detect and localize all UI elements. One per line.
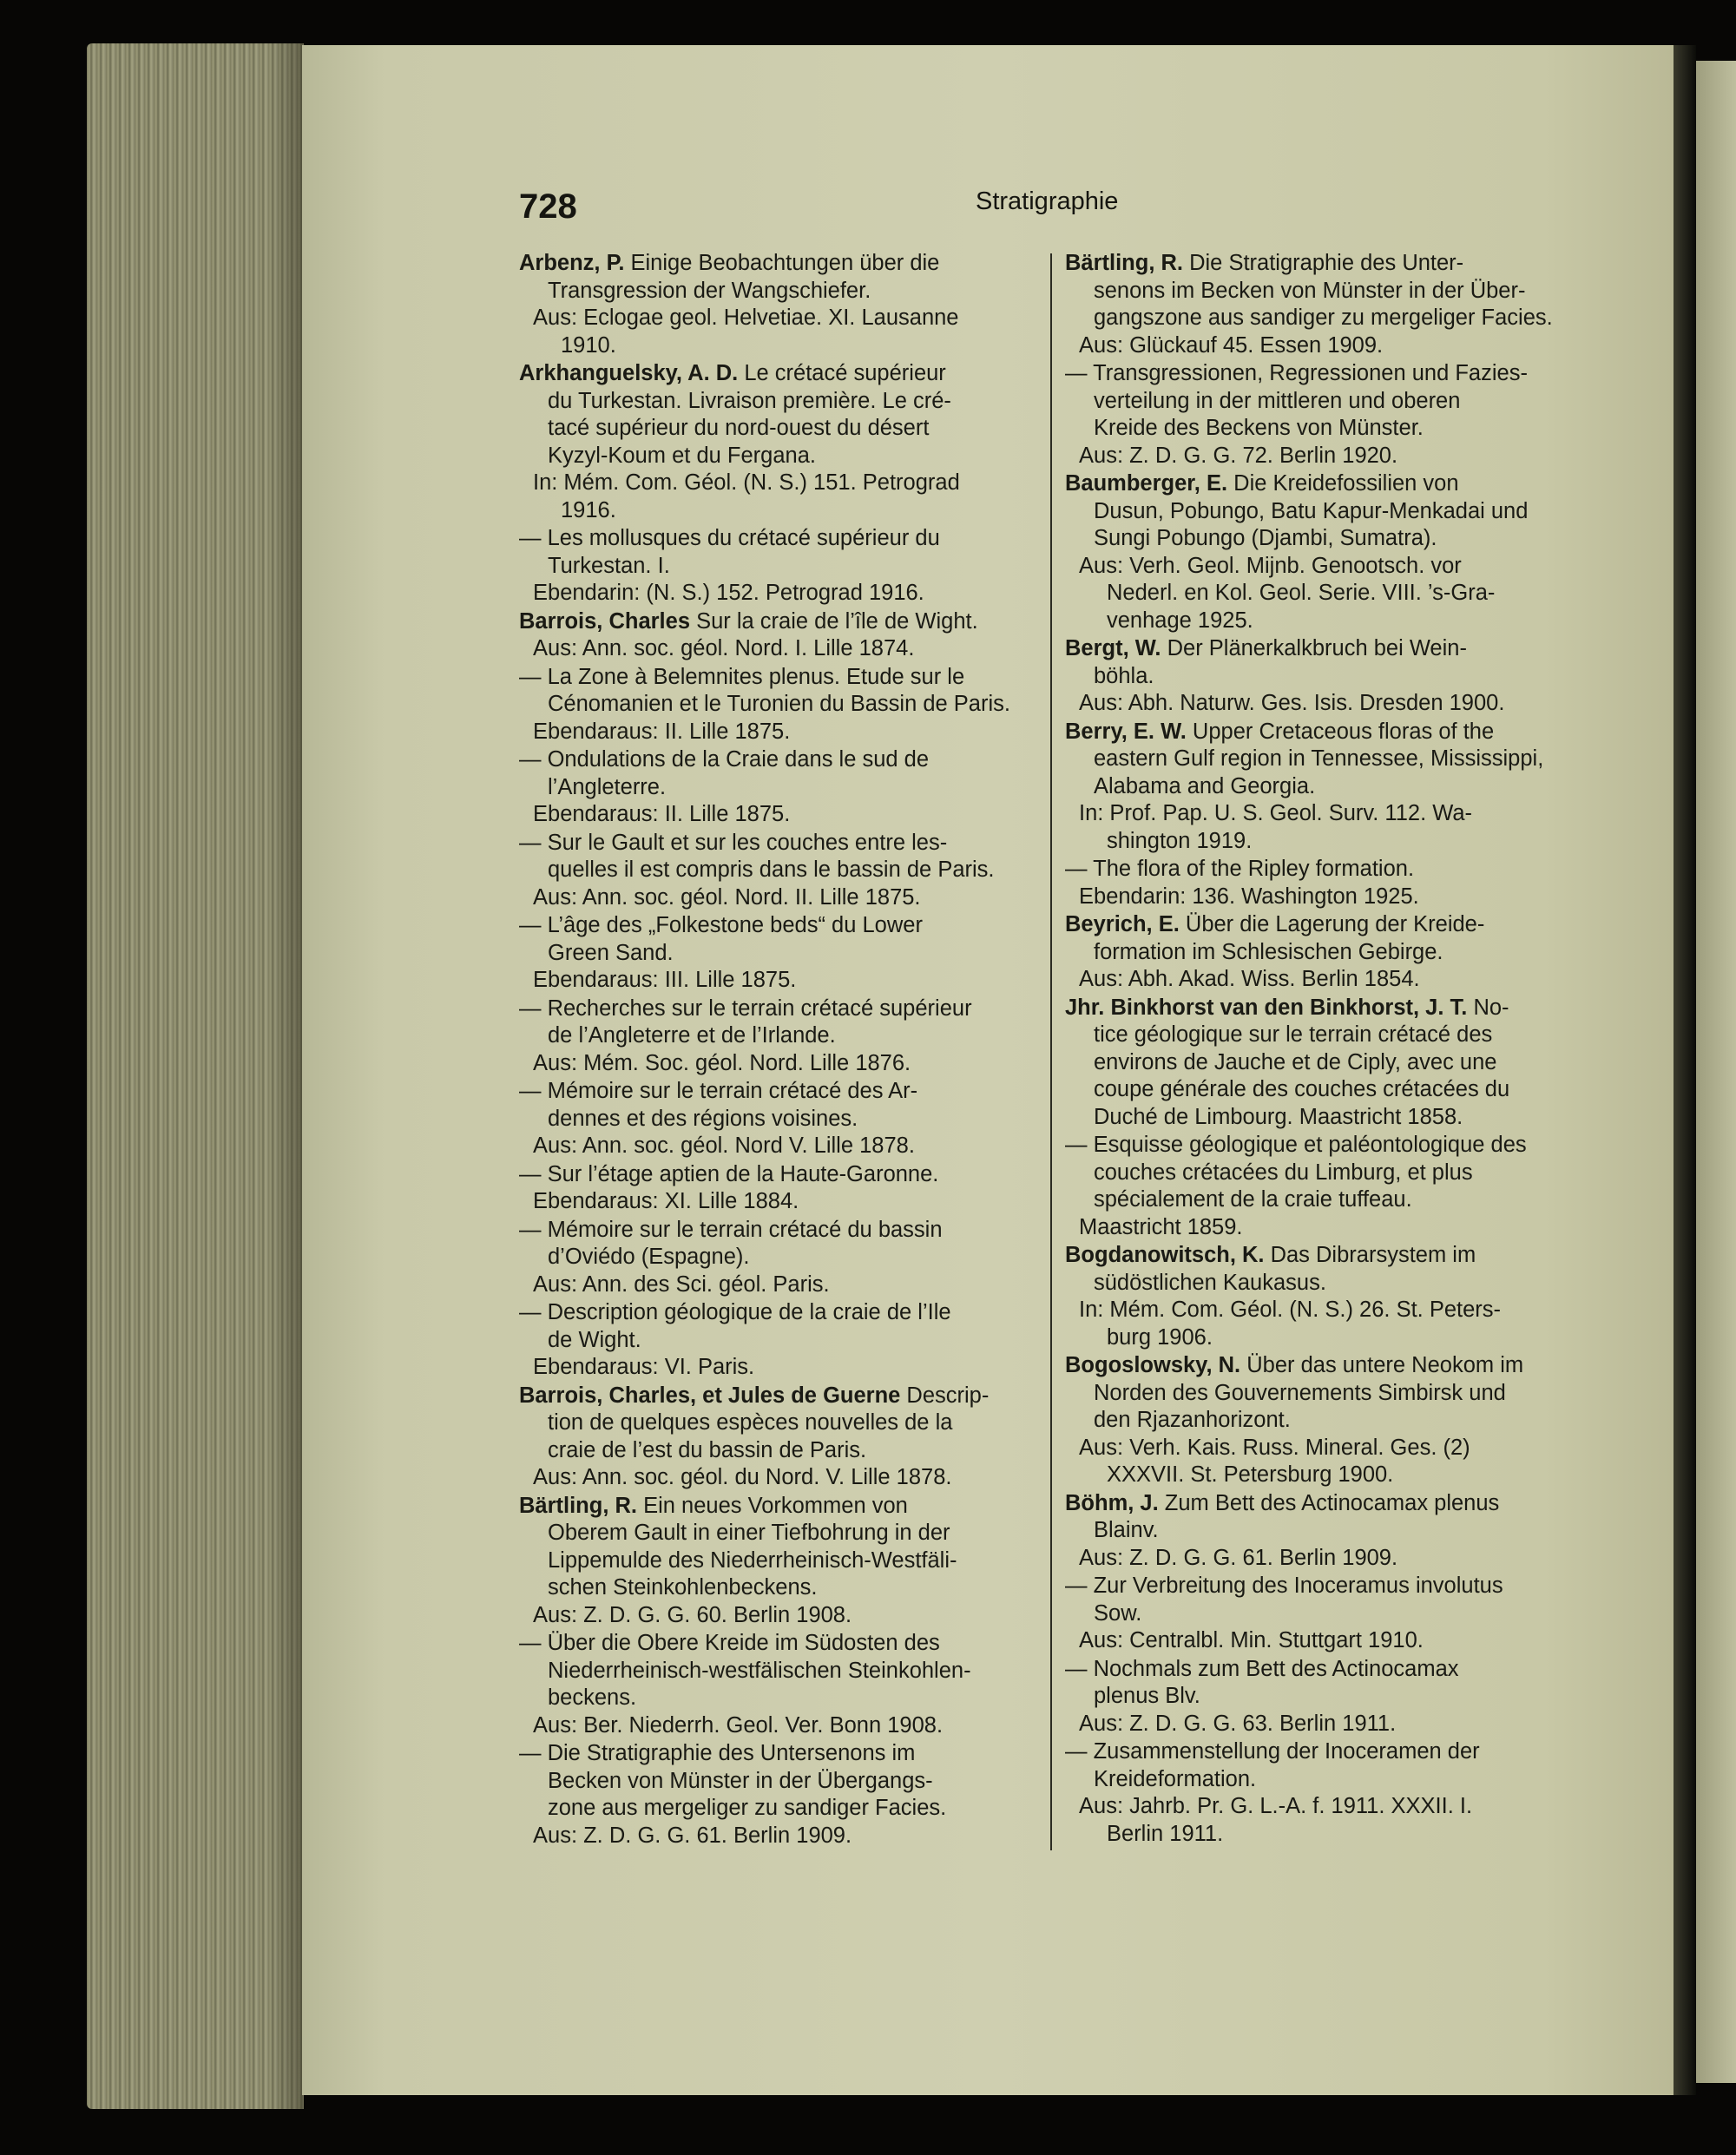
entry-source-line: Aus: Z. D. G. G. 72. Berlin 1920.: [1079, 443, 1398, 468]
entry-title-text: Zum Bett des Actinocamax plenus: [1158, 1490, 1500, 1515]
entry-title-line: beckens.: [548, 1685, 637, 1710]
entry-title-text: Die Stratigraphie des Untersenons im: [541, 1741, 916, 1765]
entry-title-text: Mémoire sur le terrain crétacé du bassin: [541, 1217, 943, 1242]
entry-source-line: Aus: Z. D. G. G. 61. Berlin 1909.: [533, 1823, 852, 1848]
bibliography-entry: [1065, 1352, 1577, 1489]
entry-author: Jhr. Binkhorst van den Binkhorst, J. T.: [1065, 995, 1468, 1020]
entry-source-line: Ebendarin: (N. S.) 152. Petrograd 1916.: [533, 581, 924, 605]
entry-source-line: Nederl. en Kol. Geol. Serie. VIII. ’s-Gra-: [1107, 581, 1496, 605]
entry-title-line: de Wight.: [548, 1327, 641, 1352]
entry-author: Berry, E. W.: [1065, 719, 1187, 744]
entry-first-line: [1065, 1656, 1577, 1684]
entry-title-line: quelles il est compris dans le bassin de Paris.: [548, 857, 995, 882]
entry-title-line: d’Oviédo (Espagne).: [548, 1245, 750, 1269]
entry-title-text: La Zone à Belemnites plenus. Etude sur le: [541, 664, 965, 689]
entry-first-line: [519, 608, 1035, 636]
entry-source-line: Aus: Eclogae geol. Helvetiae. XI. Lausanne: [533, 306, 959, 330]
entry-title-line: Cénomanien et le Turonien du Bassin de Paris.: [548, 692, 1010, 716]
bibliography-entry: [1065, 856, 1577, 910]
entry-title-line: Oberem Gault in einer Tiefbohrung in der: [548, 1521, 950, 1545]
repeat-dash: —: [519, 1161, 542, 1186]
entry-source-line: In: Mém. Com. Géol. (N. S.) 151. Petrograd: [533, 470, 960, 495]
entry-first-line: [519, 1217, 1035, 1245]
repeat-dash: —: [519, 1217, 542, 1242]
bibliography-entry: [519, 1217, 1035, 1299]
entry-title-text: No-: [1467, 995, 1509, 1020]
repeat-dash: —: [1065, 1656, 1088, 1681]
entry-source-line: Maastricht 1859.: [1079, 1214, 1243, 1239]
entry-title-text: L’âge des „Folkestone beds“ du Lower: [541, 913, 923, 937]
entry-title-text: Sur l’étage aptien de la Haute-Garonne.: [541, 1161, 939, 1186]
bibliography-entry: [1065, 995, 1577, 1132]
entry-title-line: böhla.: [1094, 663, 1154, 688]
bibliography-entry: [1065, 1132, 1577, 1241]
repeat-dash: —: [519, 1079, 542, 1103]
entry-author: Arbenz, P.: [519, 251, 625, 275]
entry-source-line: Ebendarin: 136. Washington 1925.: [1079, 884, 1419, 909]
entry-title-line: Niederrheinisch-westfälischen Steinkohlen-: [548, 1658, 971, 1683]
entry-title-text: Der Plänerkalkbruch bei Wein-: [1161, 636, 1467, 660]
entry-title-line: plenus Blv.: [1094, 1684, 1200, 1708]
bibliography-entry: [519, 912, 1035, 995]
entry-title-line: schen Steinkohlenbeckens.: [548, 1575, 818, 1600]
entry-source-line: Aus: Verh. Kais. Russ. Mineral. Ges. (2): [1079, 1435, 1470, 1460]
entry-title-line: tacé supérieur du nord-ouest du désert: [548, 416, 930, 440]
entry-first-line: [1065, 1573, 1577, 1600]
entry-first-line: [1065, 995, 1577, 1022]
column-divider: [1050, 253, 1052, 1850]
entry-source-line: Ebendaraus: XI. Lille 1884.: [533, 1189, 799, 1213]
entry-title-line: dennes et des régions voisines.: [548, 1106, 858, 1131]
entry-source-line: Aus: Ann. soc. géol. du Nord. V. Lille 1878.: [533, 1465, 952, 1489]
entry-first-line: [519, 830, 1035, 857]
page-number: 728: [519, 187, 577, 226]
entry-source-line: Ebendaraus: II. Lille 1875.: [533, 719, 791, 744]
entry-title-text: Ein neues Vorkommen von: [637, 1493, 908, 1518]
entry-title-line: Blainv.: [1094, 1518, 1159, 1542]
bibliography-entry: [519, 1078, 1035, 1160]
entry-title-text: Über die Lagerung der Kreide-: [1179, 912, 1485, 936]
entry-title-text: Description géologique de la craie de l’Ile: [541, 1300, 951, 1324]
entry-first-line: [519, 1493, 1035, 1521]
bibliography-entry: [1065, 1656, 1577, 1738]
entry-title-line: coupe générale des couches crétacées du: [1094, 1077, 1510, 1101]
entry-title-text: Die Stratigraphie des Unter-: [1183, 251, 1464, 275]
entry-title-text: Ondulations de la Craie dans le sud de: [541, 747, 930, 772]
entry-source-line: Aus: Z. D. G. G. 63. Berlin 1911.: [1079, 1711, 1397, 1736]
entry-title-line: südöstlichen Kaukasus.: [1094, 1270, 1326, 1295]
entry-title-line: Sungi Pobungo (Djambi, Sumatra).: [1094, 526, 1437, 550]
entry-first-line: [519, 1383, 1035, 1410]
entry-source-line: Berlin 1911.: [1107, 1821, 1224, 1846]
entry-title-text: Sur la craie de l’île de Wight.: [690, 608, 978, 634]
entry-source-line: In: Prof. Pap. U. S. Geol. Surv. 112. Wa-: [1079, 801, 1473, 825]
entry-title-text: Nochmals zum Bett des Actinocamax: [1087, 1656, 1459, 1681]
bibliography-entry: [1065, 911, 1577, 994]
bibliography-entry: [519, 1493, 1035, 1630]
entry-title-line: gangszone aus sandiger zu mergeliger Facies.: [1094, 306, 1553, 330]
entry-source-line: Ebendaraus: II. Lille 1875.: [533, 802, 791, 826]
entry-title-line: tice géologique sur le terrain crétacé des: [1094, 1022, 1493, 1047]
repeat-dash: —: [519, 664, 542, 689]
entry-title-line: Sow.: [1094, 1600, 1142, 1626]
bibliography-entry: [1065, 470, 1577, 634]
entry-source-line: Aus: Z. D. G. G. 61. Berlin 1909.: [1079, 1545, 1398, 1570]
entry-first-line: [1065, 911, 1577, 939]
entry-first-line: [519, 360, 1035, 388]
entry-title-line: Duché de Limbourg. Maastricht 1858.: [1094, 1104, 1463, 1129]
entry-title-line: environs de Jauche et de Ciply, avec une: [1094, 1049, 1497, 1074]
entry-author: Barrois, Charles, et Jules de Guerne: [519, 1383, 901, 1408]
bibliography-entry: [519, 830, 1035, 912]
repeat-dash: —: [519, 830, 542, 855]
bibliography-entry: [1065, 1490, 1577, 1573]
bibliography-entry: [1065, 360, 1577, 470]
entry-first-line: [519, 912, 1035, 940]
bibliography-entry: [519, 1740, 1035, 1849]
entry-title-line: eastern Gulf region in Tennessee, Mississippi,: [1094, 746, 1544, 771]
entry-first-line: [1065, 250, 1577, 278]
entry-author: Bärtling, R.: [519, 1493, 638, 1518]
entry-first-line: [1065, 1132, 1577, 1160]
entry-first-line: [1065, 1352, 1577, 1380]
repeat-dash: —: [519, 1631, 542, 1655]
entry-first-line: [519, 1161, 1035, 1189]
entry-title-line: Green Sand.: [548, 940, 674, 965]
entry-first-line: [1065, 856, 1577, 884]
entry-title-line: formation im Schlesischen Gebirge.: [1094, 939, 1443, 964]
entry-title-line: Kreideformation.: [1094, 1766, 1257, 1791]
entry-first-line: [1065, 635, 1577, 663]
entry-author: Beyrich, E.: [1065, 912, 1180, 936]
entry-title-text: Die Kreidefossilien von: [1227, 471, 1459, 496]
entry-title-line: Turkestan. I.: [548, 553, 670, 578]
entry-source-line: Aus: Centralbl. Min. Stuttgart 1910.: [1079, 1628, 1424, 1652]
bibliography-entry: [519, 1630, 1035, 1739]
entry-author: Böhm, J.: [1065, 1490, 1159, 1515]
entry-source-line: XXXVII. St. Petersburg 1900.: [1107, 1462, 1394, 1487]
entry-title-line: Kyzyl-Koum et du Fergana.: [548, 443, 816, 468]
entry-title-line: l’Angleterre.: [548, 774, 667, 799]
entry-title-text: Upper Cretaceous floras of the: [1186, 719, 1495, 744]
entry-title-line: de l’Angleterre et de l’Irlande.: [548, 1023, 836, 1048]
entry-author: Bergt, W.: [1065, 636, 1161, 660]
repeat-dash: —: [519, 1741, 542, 1765]
entry-source-line: Aus: Glückauf 45. Essen 1909.: [1079, 332, 1384, 358]
entry-author: Bogoslowsky, N.: [1065, 1353, 1241, 1377]
repeat-dash: —: [1065, 361, 1088, 385]
entry-title-line: Alabama and Georgia.: [1094, 773, 1316, 798]
repeat-dash: —: [1065, 857, 1088, 881]
entry-source-line: burg 1906.: [1107, 1324, 1213, 1350]
entry-first-line: [1065, 1242, 1577, 1270]
entry-first-line: [519, 1299, 1035, 1327]
entry-source-line: Aus: Abh. Akad. Wiss. Berlin 1854.: [1079, 967, 1420, 991]
entry-title-text: The flora of the Ripley formation.: [1087, 857, 1415, 881]
entry-first-line: [1065, 719, 1577, 746]
bibliography-entry: [1065, 719, 1577, 856]
entry-source-line: Aus: Ann. soc. géol. Nord. II. Lille 1875.: [533, 884, 921, 910]
entry-first-line: [519, 664, 1035, 692]
entry-first-line: [519, 250, 1035, 278]
entry-title-text: Sur le Gault et sur les couches entre les-: [541, 830, 948, 855]
entry-first-line: [519, 995, 1035, 1023]
entry-source-line: 1910.: [561, 332, 616, 358]
bibliography-entry: [519, 525, 1035, 608]
entry-title-text: Das Dibrarsystem im: [1264, 1243, 1476, 1267]
entry-author: Baumberger, E.: [1065, 471, 1228, 496]
repeat-dash: —: [1065, 1574, 1088, 1598]
right-column: [1065, 250, 1577, 1849]
entry-title-text: Zusammenstellung der Inoceramen der: [1087, 1739, 1480, 1764]
entry-first-line: [519, 1740, 1035, 1768]
entry-title-text: Esquisse géologique et paléontologique des: [1087, 1133, 1527, 1157]
entry-first-line: [519, 1078, 1035, 1106]
entry-title-line: couches crétacées du Limburg, et plus: [1094, 1160, 1473, 1185]
entry-source-line: Aus: Verh. Geol. Mijnb. Genootsch. vor: [1079, 553, 1462, 578]
repeat-dash: —: [519, 913, 542, 937]
entry-source-line: shington 1919.: [1107, 828, 1253, 853]
left-column: [519, 250, 1035, 1850]
page-edges: [87, 43, 304, 2109]
bibliography-entry: [519, 250, 1035, 359]
entry-author: Bogdanowitsch, K.: [1065, 1243, 1265, 1267]
bibliography-entry: [519, 746, 1035, 829]
entry-title-text: Les mollusques du crétacé supérieur du: [541, 526, 940, 550]
entry-author: Barrois, Charles: [519, 608, 691, 634]
repeat-dash: —: [519, 995, 542, 1021]
entry-title-line: craie de l’est du bassin de Paris.: [548, 1437, 867, 1462]
entry-source-line: In: Mém. Com. Géol. (N. S.) 26. St. Peters-: [1079, 1298, 1502, 1322]
entry-source-line: Aus: Ann. des Sci. géol. Paris.: [533, 1271, 830, 1297]
bibliography-entry: [1065, 1738, 1577, 1848]
spine-shadow: [1674, 45, 1696, 2095]
entry-source-line: venhage 1925.: [1107, 608, 1253, 633]
entry-source-line: Aus: Abh. Naturw. Ges. Isis. Dresden 1900.: [1079, 691, 1505, 715]
bibliography-entry: [1065, 250, 1577, 359]
entry-title-text: Le crétacé supérieur: [738, 361, 946, 385]
entry-title-line: zone aus mergeliger zu sandiger Facies.: [548, 1796, 947, 1820]
entry-title-line: Kreide des Beckens von Münster.: [1094, 416, 1424, 440]
entry-title-line: Lippemulde des Niederrheinisch-Westfäli-: [548, 1547, 957, 1573]
bibliography-entry: [519, 1383, 1035, 1492]
repeat-dash: —: [1065, 1739, 1088, 1764]
entry-author: Bärtling, R.: [1065, 251, 1184, 275]
entry-first-line: [1065, 470, 1577, 498]
entry-first-line: [1065, 1738, 1577, 1766]
entry-title-line: Dusun, Pobungo, Batu Kapur-Menkadai und: [1094, 498, 1529, 523]
entry-source-line: Aus: Z. D. G. G. 60. Berlin 1908.: [533, 1602, 852, 1627]
entry-first-line: [519, 1630, 1035, 1658]
entry-title-line: Transgression der Wangschiefer.: [548, 278, 871, 303]
bibliography-entry: [519, 360, 1035, 524]
bibliography-entry: [519, 1299, 1035, 1382]
entry-title-text: Transgressionen, Regressionen und Fazies-: [1087, 361, 1528, 385]
running-title: Stratigraphie: [976, 187, 1119, 215]
entry-source-line: Aus: Ber. Niederrh. Geol. Ver. Bonn 1908.: [533, 1712, 944, 1738]
entry-title-text: Descrip-: [900, 1383, 990, 1408]
bibliography-entry: [519, 664, 1035, 746]
entry-title-line: tion de quelques espèces nouvelles de la: [548, 1410, 953, 1435]
entry-author: Arkhanguelsky, A. D.: [519, 361, 739, 385]
entry-title-text: Zur Verbreitung des Inoceramus involutus: [1087, 1574, 1503, 1598]
entry-title-text: Über das untere Neokom im: [1240, 1353, 1524, 1377]
entry-title-line: spécialement de la craie tuffeau.: [1094, 1187, 1412, 1212]
facing-page-edge: [1696, 61, 1736, 2083]
bibliography-entry: [519, 1161, 1035, 1216]
bibliography-entry: [1065, 1242, 1577, 1351]
repeat-dash: —: [519, 1300, 542, 1324]
entry-first-line: [519, 746, 1035, 774]
bibliography-entry: [519, 995, 1035, 1078]
entry-title-line: senons im Becken von Münster in der Über-: [1094, 278, 1526, 303]
entry-source-line: 1916.: [561, 497, 616, 522]
entry-title-line: Becken von Münster in der Übergangs-: [548, 1768, 933, 1793]
entry-title-line: du Turkestan. Livraison première. Le cré-: [548, 388, 951, 413]
entry-source-line: Aus: Mém. Soc. géol. Nord. Lille 1876.: [533, 1050, 911, 1075]
repeat-dash: —: [519, 526, 542, 550]
entry-first-line: [1065, 1490, 1577, 1518]
entry-title-line: Norden des Gouvernements Simbirsk und: [1094, 1380, 1506, 1405]
entry-title-text: Mémoire sur le terrain crétacé des Ar-: [541, 1079, 918, 1103]
entry-title-line: verteilung in der mittleren und oberen: [1094, 388, 1461, 413]
entry-title-text: Einige Beobachtungen über die: [624, 251, 940, 275]
bibliography-entry: [1065, 1573, 1577, 1655]
entry-first-line: [1065, 360, 1577, 388]
repeat-dash: —: [519, 747, 542, 772]
entry-source-line: Aus: Jahrb. Pr. G. L.-A. f. 1911. XXXII. I.: [1079, 1794, 1473, 1818]
entry-source-line: Aus: Ann. soc. géol. Nord V. Lille 1878.: [533, 1133, 915, 1158]
entry-title-line: den Rjazanhorizont.: [1094, 1408, 1291, 1432]
entry-source-line: Ebendaraus: VI. Paris.: [533, 1355, 755, 1379]
entry-source-line: Ebendaraus: III. Lille 1875.: [533, 968, 797, 992]
entry-title-text: Recherches sur le terrain crétacé supérieur: [541, 995, 972, 1021]
entry-title-text: Über die Obere Kreide im Südosten des: [541, 1631, 940, 1655]
entry-first-line: [519, 525, 1035, 553]
bibliography-entry: [1065, 635, 1577, 718]
entry-source-line: Aus: Ann. soc. géol. Nord. I. Lille 1874.: [533, 636, 915, 660]
bibliography-entry: [519, 608, 1035, 663]
repeat-dash: —: [1065, 1133, 1088, 1157]
